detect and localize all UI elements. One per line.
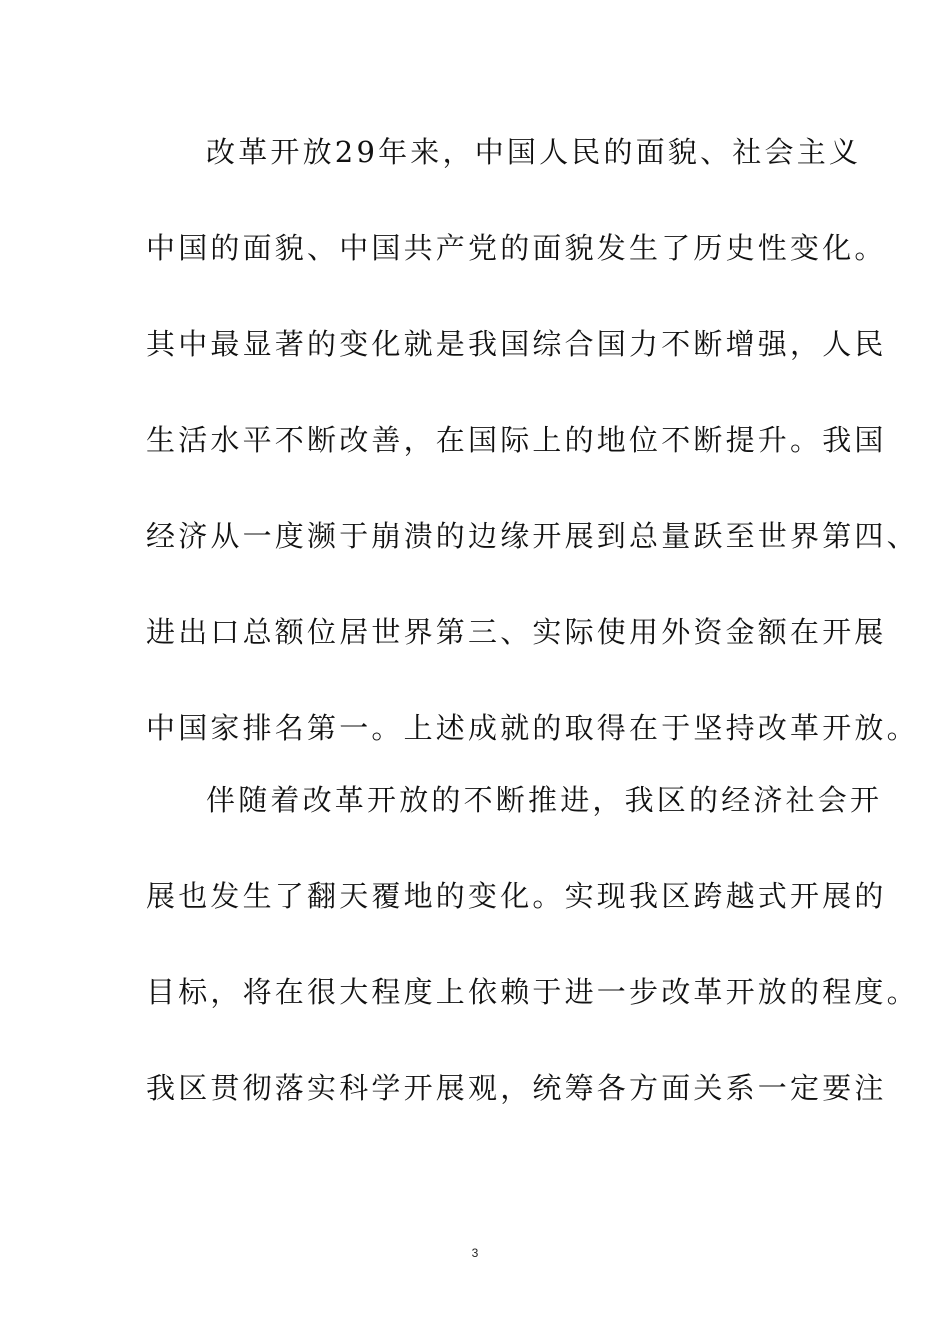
paragraph-1-line-3: 其中最显著的变化就是我国综合国力不断增强，人民	[146, 327, 887, 361]
paragraph-1-line-2: 中国的面貌、中国共产党的面貌发生了历史性变化。	[146, 231, 887, 265]
document-body	[146, 128, 919, 1160]
paragraph-1-line-4: 生活水平不断改善，在国际上的地位不断提升。我国	[146, 423, 887, 457]
paragraph-1-line-5: 经济从一度濒于崩溃的边缘开展到总量跃至世界第四、	[146, 519, 919, 553]
paragraph-2-line-4: 我区贯彻落实科学开展观，统筹各方面关系一定要注	[146, 1071, 887, 1105]
paragraph-2-line-1: 伴随着改革开放的不断推进，我区的经济社会开	[206, 783, 883, 817]
paragraph-1-line-1: 改革开放29年来，中国人民的面貌、社会主义	[206, 135, 862, 169]
paragraph-2-line-3: 目标，将在很大程度上依赖于进一步改革开放的程度。	[146, 975, 919, 1009]
paragraph-1-line-7: 中国家排名第一。上述成就的取得在于坚持改革开放。	[146, 711, 919, 745]
page-number: 3	[471, 1246, 479, 1260]
paragraph-1-line-6: 进出口总额位居世界第三、实际使用外资金额在开展	[146, 615, 887, 649]
paragraph-2-line-2: 展也发生了翻天覆地的变化。实现我区跨越式开展的	[146, 879, 887, 913]
